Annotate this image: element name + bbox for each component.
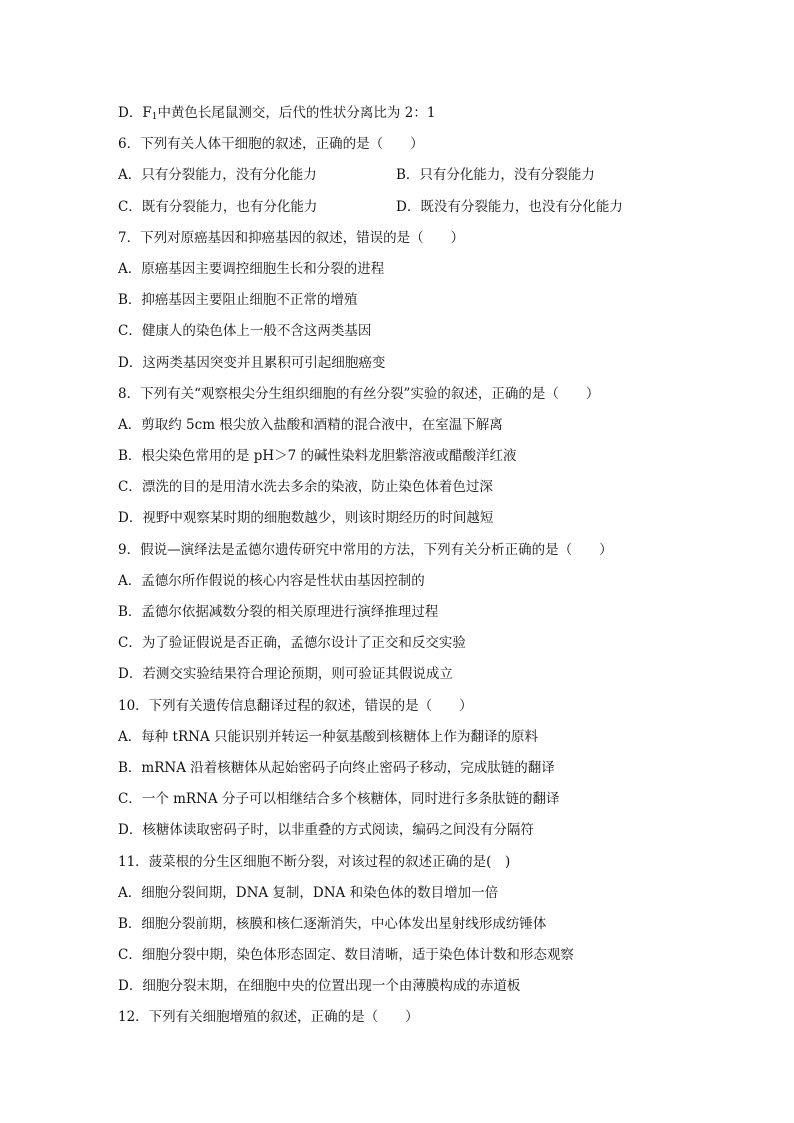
question-11: 11．菠菜根的分生区细胞不断分裂，对该过程的叙述正确的是( ) bbox=[118, 853, 511, 870]
question-7: 7．下列对原癌基因和抑癌基因的叙述，错误的是（ ） bbox=[118, 229, 465, 246]
option-b-q11: B．细胞分裂前期，核膜和核仁逐渐消失，中心体发出星射线形成纺锤体 bbox=[118, 915, 547, 932]
option-d-q6: D．既没有分裂能力，也没有分化能力 bbox=[396, 198, 623, 215]
option-d-q11: D．细胞分裂末期，在细胞中央的位置出现一个由薄膜构成的赤道板 bbox=[118, 978, 521, 995]
option-a-q7: A．原癌基因主要调控细胞生长和分裂的进程 bbox=[118, 260, 385, 277]
option-d-q10: D．核糖体读取密码子时，以非重叠的方式阅读，编码之间没有分隔符 bbox=[118, 822, 534, 839]
option-a-q6: A．只有分裂能力，没有分化能力 bbox=[118, 167, 317, 184]
option-b-q7: B．抑癌基因主要阻止细胞不正常的增殖 bbox=[118, 292, 358, 309]
option-c-q7: C．健康人的染色体上一般不含这两类基因 bbox=[118, 323, 372, 340]
option-a-q9: A．孟德尔所作假说的核心内容是性状由基因控制的 bbox=[118, 572, 425, 589]
option-b-q6: B．只有分化能力，没有分裂能力 bbox=[396, 167, 595, 184]
option-a-q10: A．每种 tRNA 只能识别并转运一种氨基酸到核糖体上作为翻译的原料 bbox=[118, 728, 538, 745]
options-row-q6-ab bbox=[118, 160, 718, 191]
option-c-q6: C．既有分裂能力，也有分化能力 bbox=[118, 198, 318, 215]
question-8: 8．下列有关“观察根尖分生组织细胞的有丝分裂”实验的叙述，正确的是（ ） bbox=[118, 385, 600, 402]
option-a-q11: A．细胞分裂间期，DNA 复制，DNA 和染色体的数目增加一倍 bbox=[118, 884, 499, 901]
question-9: 9．假说—演绎法是孟德尔遗传研究中常用的方法，下列有关分析正确的是（ ） bbox=[118, 541, 613, 558]
option-d-q7: D．这两类基因突变并且累积可引起细胞癌变 bbox=[118, 354, 386, 371]
option-b-q9: B．孟德尔依据减数分裂的相关原理进行演绎推理过程 bbox=[118, 604, 439, 620]
option-d-q5: D．$F_1$中黄色长尾鼠测交，后代的性状分离比为 2：1 bbox=[118, 105, 436, 122]
option-b-q10: B．mRNA 沿着核糖体从起始密码子向终止密码子移动，完成肽链的翻译 bbox=[118, 759, 555, 776]
question-12: 12．下列有关细胞增殖的叙述，正确的是（ ） bbox=[118, 1009, 419, 1026]
option-c-q9: C．为了验证假说是否正确，孟德尔设计了正交和反交实验 bbox=[118, 635, 466, 652]
option-c-q10: C．一个 mRNA 分子可以相继结合多个核糖体，同时进行多条肽链的翻译 bbox=[118, 791, 560, 808]
option-d-q9: D．若测交实验结果符合理论预期，则可验证其假说成立 bbox=[118, 666, 453, 683]
option-c-q8: C．漂洗的目的是用清水洗去多余的染液，防止染色体着色过深 bbox=[118, 479, 493, 496]
question-6: 6．下列有关人体干细胞的叙述，正确的是（ ） bbox=[118, 136, 424, 153]
question-10: 10．下列有关遗传信息翻译过程的叙述，错误的是（ ） bbox=[118, 697, 473, 714]
option-c-q11: C．细胞分裂中期，染色体形态固定、数目清晰，适于染色体计数和形态观察 bbox=[118, 947, 574, 964]
exam-page bbox=[118, 98, 718, 1034]
option-d-q8: D．视野中观察某时期的细胞数越少，则该时期经历的时间越短 bbox=[118, 510, 494, 527]
option-b-q8: B．根尖染色常用的是 pH＞7 的碱性染料龙胆紫溶液或醋酸洋红液 bbox=[118, 448, 517, 465]
option-a-q8: A．剪取约 5cm 根尖放入盐酸和酒精的混合液中，在室温下解离 bbox=[118, 416, 503, 433]
options-row-q6-cd bbox=[118, 192, 718, 223]
